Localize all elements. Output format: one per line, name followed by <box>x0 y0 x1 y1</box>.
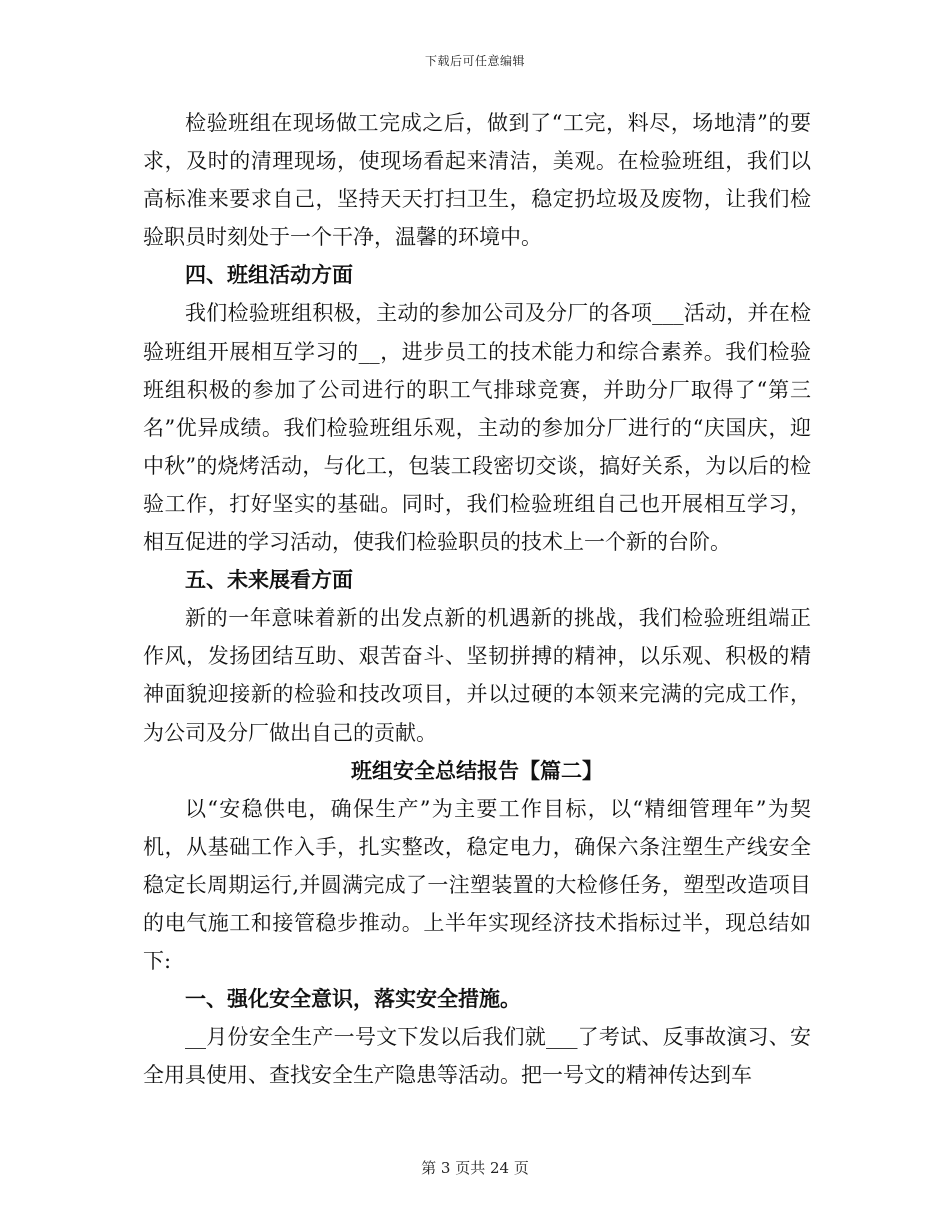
paragraph-cleanup: 检验班组在现场做工完成之后，做到了“工完，料尽，场地清”的要求，及时的清理现场，使现场看起来清洁，美观。在检验班组，我们以高标准来要求自己，坚持天天打扫卫生，稳定扔垃圾及废物，让我们检验职员时刻处于一个干净，温馨的环境中。 <box>143 111 811 250</box>
page-header: 下载后可任意编辑 <box>424 54 525 68</box>
report-title-part-two: 班组安全总结报告【篇二】 <box>351 757 603 783</box>
page-footer: 第 3 页共 24 页 <box>421 1159 529 1177</box>
paragraph-team-activities: 我们检验班组积极，主动的参加公司及分厂的各项___活动，并在检验班组开展相互学习的__，进步员工的技术能力和综合素养。我们检验班组积极的参加了公司进行的职工气排球竞赛，并助分厂取得了“第三名”优异成绩。我们检验班组乐观，主动的参加分厂进行的“庆国庆，迎中秋”的烧烤活动，与化工，包装工段密切交谈，搞好关系，为以后的检验工作，打好坚实的基础。同时，我们检验班组自己也开展相互学习，相互促进的学习活动，使我们检验职员的技术上一个新的台阶。 <box>143 301 811 555</box>
paragraph-intro: 以“安稳供电，确保生产”为主要工作目标，以“精细管理年”为契机，从基础工作入手，扎实整改，稳定电力，确保六条注塑生产线安全稳定长周期运行,并圆满完成了一注塑装置的大检修任务，塑型改造项目的电气施工和接管稳步推动。上半年实现经济技术指标过半，现总结如下: <box>143 796 811 974</box>
section-heading-team-activities: 四、班组活动方面 <box>185 262 353 288</box>
paragraph-outlook: 新的一年意味着新的出发点新的机遇新的挑战，我们检验班组端正作风，发扬团结互助、艰苦奋斗、坚韧拼搏的精神，以乐观、积极的精神面貌迎接新的检验和技改项目，并以过硬的本领来完满的完成工作，为公司及分厂做出自己的贡献。 <box>143 606 811 745</box>
section-heading-outlook: 五、未来展看方面 <box>185 567 353 593</box>
section-heading-safety: 一、强化安全意识，落实安全措施。 <box>185 986 521 1012</box>
paragraph-safety: __月份安全生产一号文下发以后我们就___了考试、反事故演习、安全用具使用、查找安全生产隐患等活动。把一号文的精神传达到车 <box>143 1025 811 1088</box>
document-body <box>143 104 811 1094</box>
